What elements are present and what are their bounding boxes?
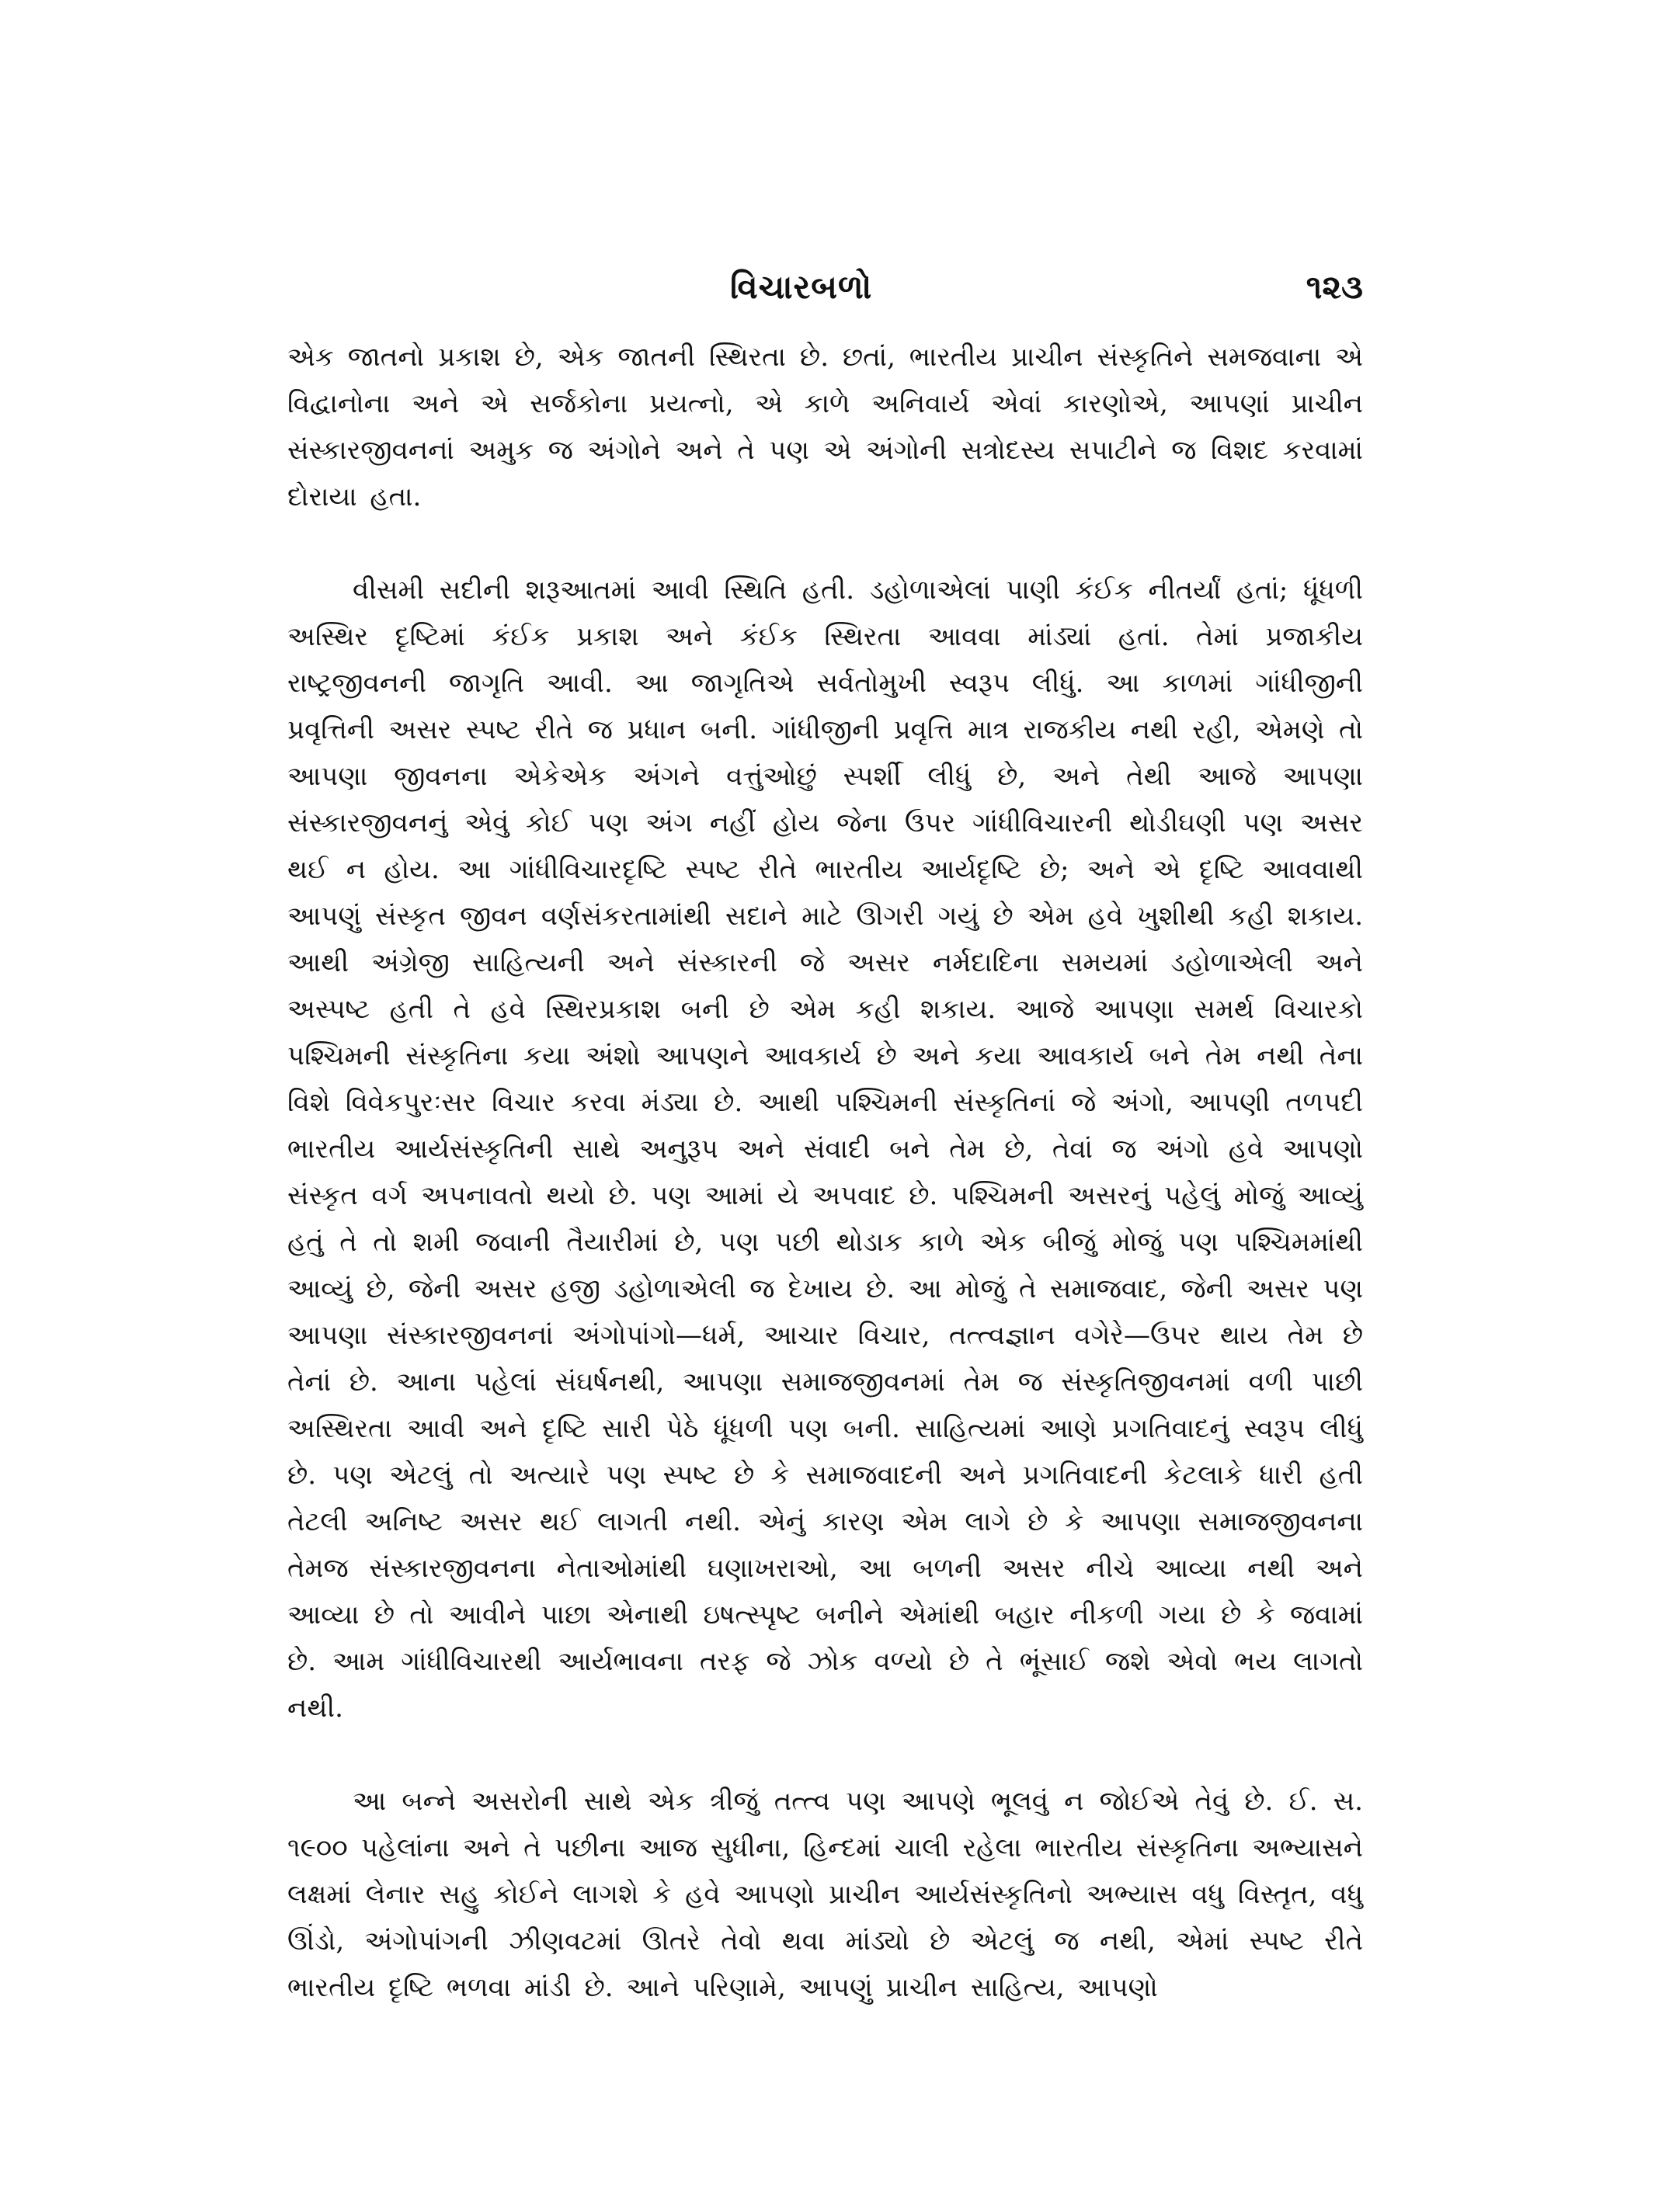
paragraph-continued: એક જાતનો પ્રકાશ છે, એક જાતની સ્થિરતા છે. છતાં, ભારતીય પ્રાચીન સંસ્કૃતિને સમજવાના એ વિદ્વાનોના અને એ સર્જકોના પ્રયત્નો, એ કાળે અનિવાર્ય એવાં કારણોએ, આપણાં પ્રાચીન સંસ્કારજીવનનાં અમુક જ અંગોને અને તે પણ એ અંગોની સત્રોદસ્ય સપાટીને જ વિશદ કરવામાં દોરાયા હતા.: [287, 342, 1363, 512]
paragraph-third-element: આ બન્ને અસરોની સાથે એક ત્રીજું તત્ત્વ પણ આપણે ભૂલવું ન જોઈએ તેવું છે. ઈ. સ. ૧૯૦૦ પહેલાંના અને તે પછીના આજ સુધીના, હિન્દમાં ચાલી રહેલા ભારતીય સંસ્કૃતિના અભ્યાસને લક્ષમાં લેનાર સહુ કોઈને લાગશે કે હવે આપણો પ્રાચીન આર્યસંસ્કૃતિનો અભ્યાસ વધુ વિસ્તૃત, વધુ ઊંડો, અંગોપાંગની ઝીણવટમાં ઊતરે તેવો થવા માંડ્યો છે એટલું જ નથી, એમાં સ્પષ્ટ રીતે ભારતીય દૃષ્ટિ ભળવા માંડી છે. આને પરિણામે, આપણું પ્રાચીન સાહિત્ય, આપણો: [287, 1786, 1363, 2003]
running-title: વિચારબળો: [730, 268, 873, 306]
paragraph-twentieth-century: વીસમી સદીની શરૂઆતમાં આવી સ્થિતિ હતી. ડહોળાએલાં પાણી કંઈક નીતર્યાં હતાં; ધૂંધળી અસ્થિર દૃષ્ટિમાં કંઈક પ્રકાશ અને કંઈક સ્થિરતા આવવા માંડ્યાં હતાં. તેમાં પ્રજાકીય રાષ્ટ્રજીવનની જાગૃતિ આવી. આ જાગૃતિએ સર્વતોમુખી સ્વરૂપ લીધું. આ કાળમાં ગાંધીજીની પ્રવૃત્તિની અસર સ્પષ્ટ રીતે જ પ્રધાન બની. ગાંધીજીની પ્રવૃત્તિ માત્ર રાજકીય નથી રહી, એમણે તો આપણા જીવનના એકેએક અંગને વત્તુંઓછું સ્પર્શી લીધું છે, અને તેથી આજે આપણા સંસ્કારજીવનનું એવું કોઈ પણ અંગ નહીં હોય જેના ઉપર ગાંધીવિચારની થોડીઘણી પણ અસર થઈ ન હોય. આ ગાંધીવિચારદૃષ્ટિ સ્પષ્ટ રીતે ભારતીય આર્યદૃષ્ટિ છે; અને એ દૃષ્ટિ આવવાથી આપણું સંસ્કૃત જીવન વર્ણસંકરતામાંથી સદાને માટે ઊગરી ગયું છે એમ હવે ખુશીથી કહી શકાય. આથી અંગ્રેજી સાહિત્યની અને સંસ્કારની જે અસર નર્મદાદિના સમયમાં ડહોળાએલી અને અસ્પષ્ટ હતી તે હવે સ્થિરપ્રકાશ બની છે એમ કહી શકાય. આજે આપણા સમર્થ વિચારકો પશ્ચિમની સંસ્કૃતિના કયા અંશો આપણને આવકાર્ય છે અને કયા આવકાર્ય બને તેમ નથી તેના વિશે વિવેકપુરઃસર વિચાર કરવા મંડ્યા છે. આથી પશ્ચિમની સંસ્કૃતિનાં જે અંગો, આપણી તળપદી ભારતીય આર્યસંસ્કૃતિની સાથે અનુરૂપ અને સંવાદી બને તેમ છે, તેવાં જ અંગો હવે આપણો સંસ્કૃત વર્ગ અપનાવતો થયો છે. પણ આમાં યે અપવાદ છે. પશ્ચિમની અસરનું પહેલું મોજું આવ્યું હતું તે તો શમી જવાની તૈયારીમાં છે, પણ પછી થોડાક કાળે એક બીજું મોજું પણ પશ્ચિમમાંથી આવ્યું છે, જેની અસર હજી ડહોળાએલી જ દેખાય છે. આ મોજું તે સમાજવાદ, જેની અસર પણ આપણા સંસ્કારજીવનનાં અંગોપાંગો—ધર્મ, આચાર વિચાર, તત્ત્વજ્ઞાન વગેરે—ઉપર થાય તેમ છે તેનાં છે. આના પહેલાં સંઘર્ષનથી, આપણા સમાજજીવનમાં તેમ જ સંસ્કૃતિજીવનમાં વળી પાછી અસ્થિરતા આવી અને દૃષ્ટિ સારી પેઠે ધૂંધળી પણ બની. સાહિત્યમાં આણે પ્રગતિવાદનું સ્વરૂપ લીધું છે. પણ એટલું તો અત્યારે પણ સ્પષ્ટ છે કે સમાજવાદની અને પ્રગતિવાદની કેટલાકે ધારી હતી તેટલી અનિષ્ટ અસર થઈ લાગતી નથી. એનું કારણ એમ લાગે છે કે આપણા સમાજજીવનના તેમજ સંસ્કારજીવનના નેતાઓમાંથી ઘણાખરાઓ, આ બળની અસર નીચે આવ્યા નથી અને આવ્યા છે તો આવીને પાછા એનાથી ઇષત્સ્પૃષ્ટ બનીને એમાંથી બહાર નીકળી ગયા છે કે જવામાં છે. આમ ગાંધીવિચારથી આર્યભાવના તરફ જે ઝોક વળ્યો છે તે ભૂંસાઈ જશે એવો ભય લાગતો નથી.: [287, 575, 1363, 1724]
body-text: [287, 334, 1363, 2011]
running-header: [287, 268, 1363, 330]
page-number: ૧૨૩: [1306, 268, 1363, 306]
